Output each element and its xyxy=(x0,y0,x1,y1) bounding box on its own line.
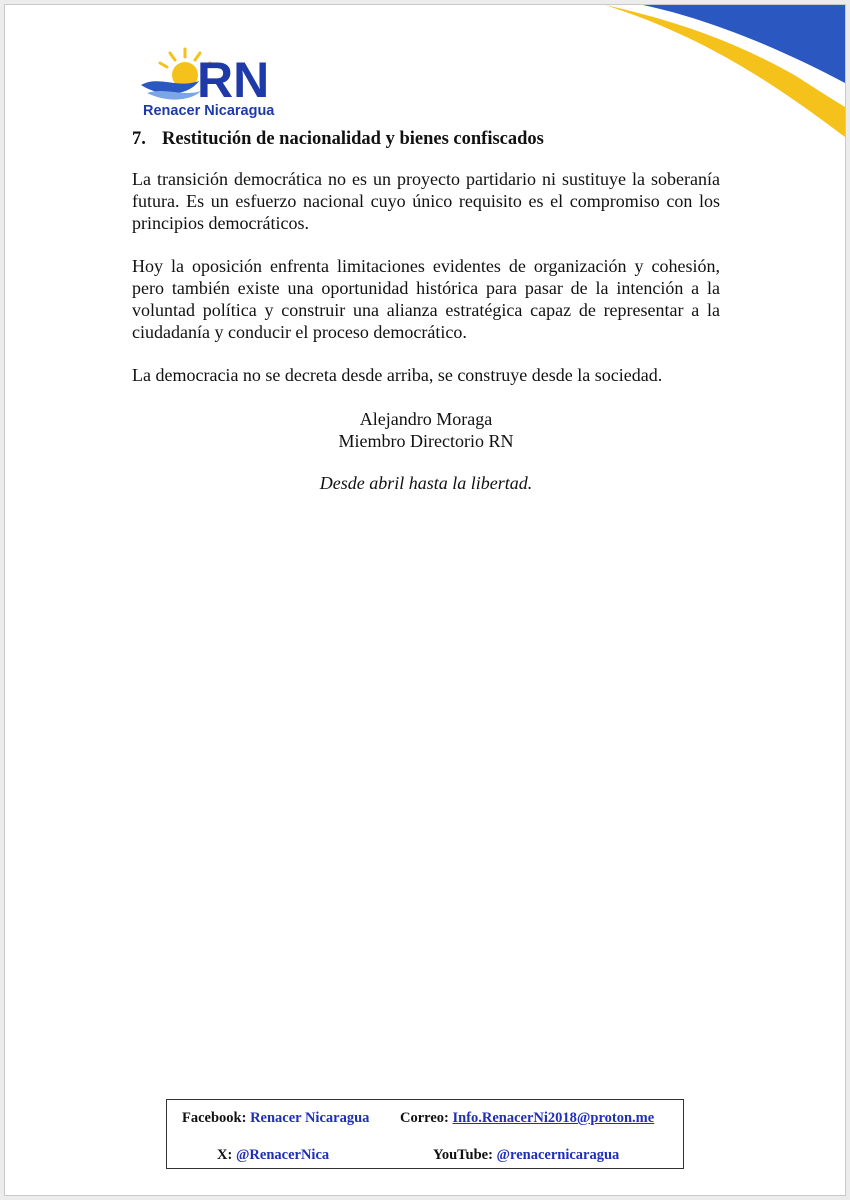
footer-facebook xyxy=(182,1110,369,1127)
facebook-link[interactable]: Renacer Nicaragua xyxy=(250,1110,370,1126)
youtube-label: YouTube: xyxy=(433,1147,493,1163)
motto: Desde abril hasta la libertad. xyxy=(319,473,533,493)
logo-mark xyxy=(137,47,287,105)
x-link[interactable]: @RenacerNica xyxy=(235,1147,330,1163)
document-page xyxy=(4,4,846,1196)
paragraph-3: La democracia no se decreta desde arriba, se construye desde la sociedad. xyxy=(132,365,663,385)
section-title: Restitución de nacionalidad y bienes confiscados xyxy=(162,129,544,149)
section-heading xyxy=(132,129,720,150)
corner-stripes-decoration xyxy=(605,5,845,145)
signature-role: Miembro Directorio RN xyxy=(338,431,514,451)
renacer-nicaragua-logo xyxy=(137,47,287,125)
footer-email xyxy=(400,1110,654,1127)
facebook-label: Facebook: xyxy=(182,1110,247,1126)
paragraph-2: Hoy la oposición enfrenta limitaciones evidentes de organización y cohesión, pero también existe una oportunidad histórica para pasar de la intención a la voluntad política y construir una alianza estratégica capaz de representar a la ciudadanía y conducir el proceso democrático. xyxy=(132,256,720,342)
footer-youtube xyxy=(433,1147,619,1164)
youtube-link[interactable]: @renacernicaragua xyxy=(496,1147,620,1163)
email-label: Correo: xyxy=(400,1110,449,1126)
x-label: X: xyxy=(217,1147,233,1163)
email-link[interactable]: Info.RenacerNi2018@proton.me xyxy=(452,1110,655,1126)
logo-letters: RN xyxy=(197,52,270,105)
logo-caption: Renacer Nicaragua xyxy=(143,103,275,119)
footer-x xyxy=(217,1147,329,1164)
signature-name: Alejandro Moraga xyxy=(359,409,493,429)
section-number: 7. xyxy=(132,129,146,149)
document-body xyxy=(132,129,720,494)
signature-block xyxy=(132,408,720,452)
paragraph-1: La transición democrática no es un proyecto partidario ni sustituye la soberanía futura. Es un esfuerzo nacional cuyo único requisito es el compromiso con los principios democráticos. xyxy=(132,169,720,233)
contact-footer xyxy=(166,1099,684,1169)
